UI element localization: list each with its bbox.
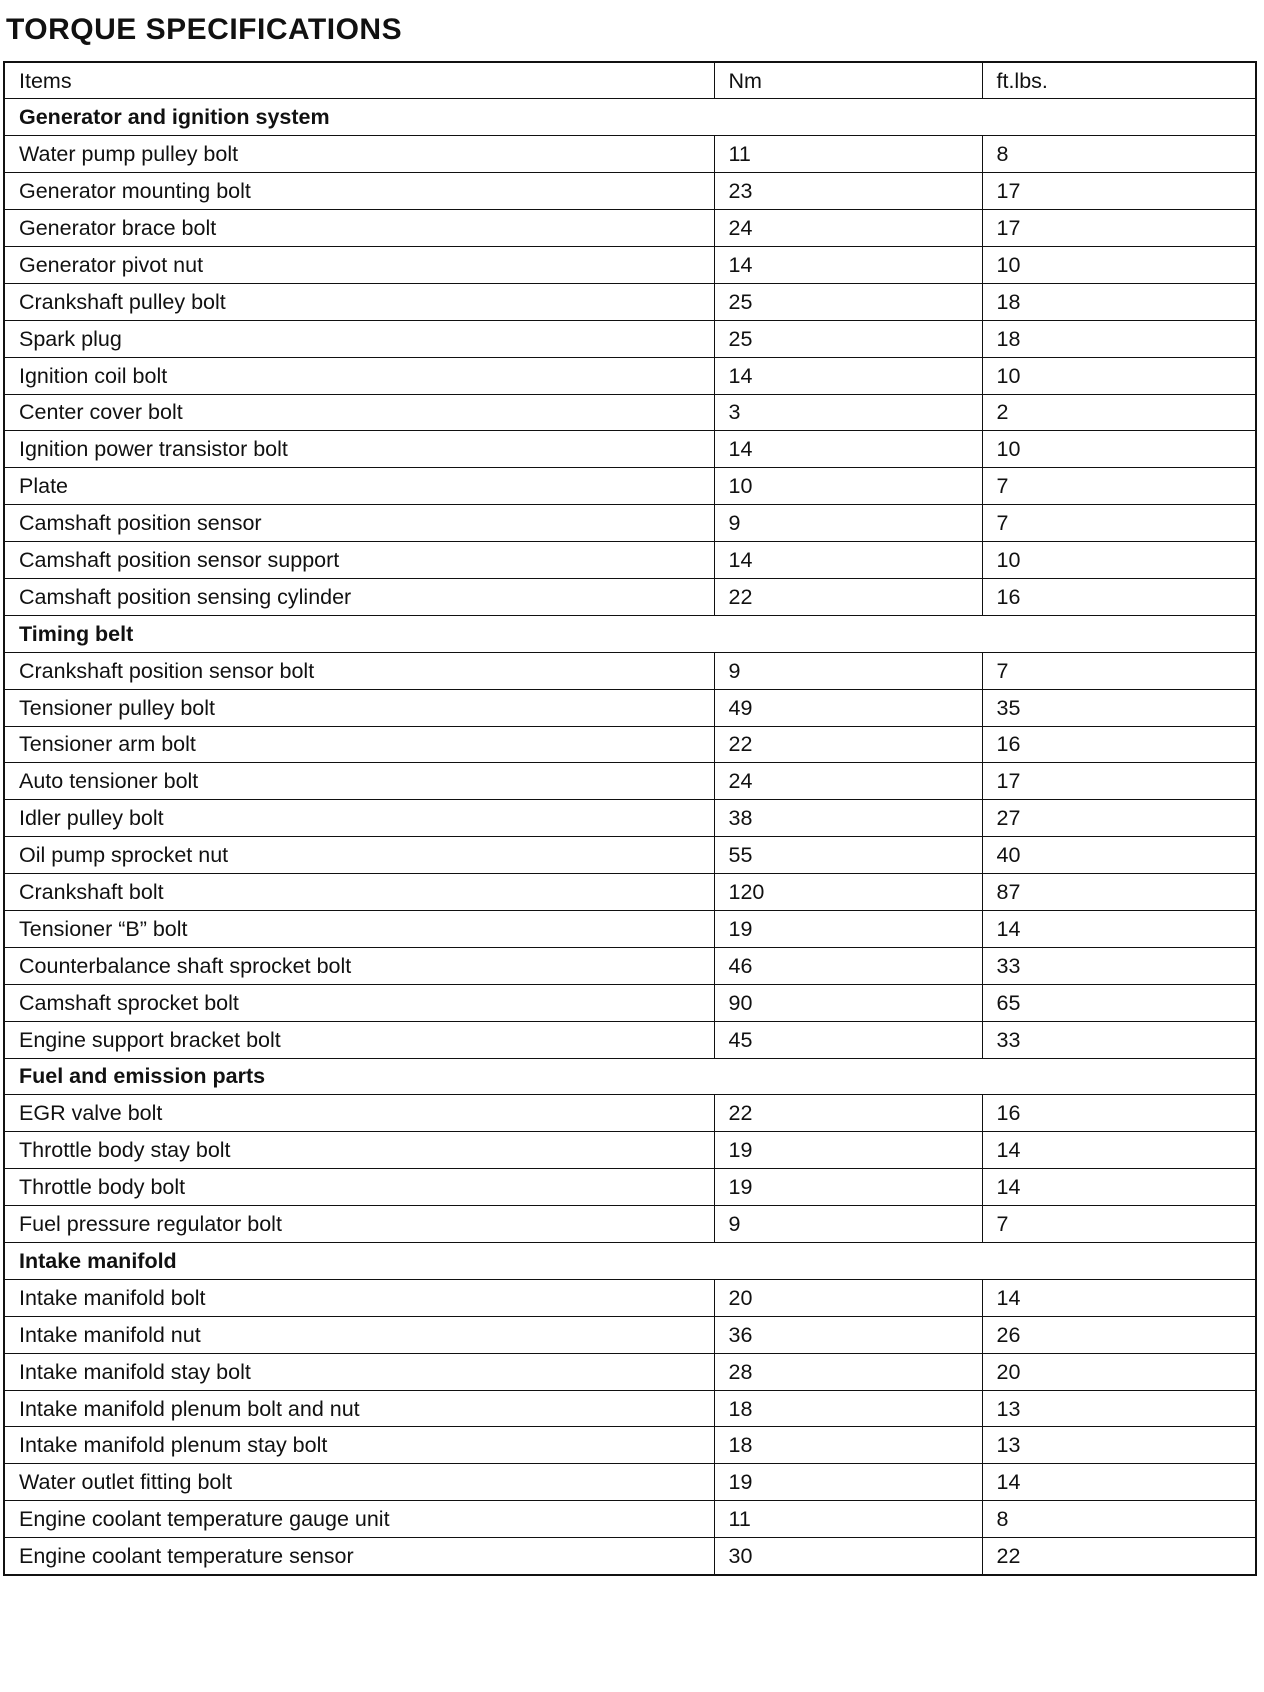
ftlbs-value-cell: 27	[982, 800, 1256, 837]
torque-spec-body	[4, 62, 1256, 1575]
nm-value-cell: 90	[714, 984, 982, 1021]
ftlbs-value-cell: 7	[982, 468, 1256, 505]
item-name-cell: Tensioner pulley bolt	[4, 689, 714, 726]
table-row	[4, 910, 1256, 947]
torque-spec-table	[3, 61, 1257, 1576]
table-row	[4, 947, 1256, 984]
nm-value-cell: 22	[714, 1095, 982, 1132]
nm-value-cell: 25	[714, 283, 982, 320]
item-name-cell: Spark plug	[4, 320, 714, 357]
nm-value-cell: 11	[714, 136, 982, 173]
item-name-cell: Camshaft position sensor support	[4, 542, 714, 579]
table-header-row	[4, 62, 1256, 99]
section-header-row	[4, 1058, 1256, 1095]
ftlbs-value-cell: 13	[982, 1427, 1256, 1464]
nm-value-cell: 14	[714, 246, 982, 283]
ftlbs-value-cell: 10	[982, 246, 1256, 283]
item-name-cell: Camshaft sprocket bolt	[4, 984, 714, 1021]
ftlbs-value-cell: 13	[982, 1390, 1256, 1427]
ftlbs-value-cell: 16	[982, 578, 1256, 615]
section-label: Timing belt	[4, 615, 1256, 652]
ftlbs-value-cell: 17	[982, 173, 1256, 210]
item-name-cell: Water pump pulley bolt	[4, 136, 714, 173]
ftlbs-value-cell: 20	[982, 1353, 1256, 1390]
table-row	[4, 136, 1256, 173]
item-name-cell: Tensioner “B” bolt	[4, 910, 714, 947]
table-row	[4, 1390, 1256, 1427]
page-title: TORQUE SPECIFICATIONS	[6, 13, 403, 46]
nm-value-cell: 45	[714, 1021, 982, 1058]
nm-value-cell: 22	[714, 726, 982, 763]
table-row	[4, 874, 1256, 911]
section-header-row	[4, 1243, 1256, 1280]
nm-value-cell: 14	[714, 431, 982, 468]
item-name-cell: Generator pivot nut	[4, 246, 714, 283]
item-name-cell: Idler pulley bolt	[4, 800, 714, 837]
item-name-cell: Intake manifold stay bolt	[4, 1353, 714, 1390]
table-row	[4, 1095, 1256, 1132]
ftlbs-value-cell: 14	[982, 1279, 1256, 1316]
ftlbs-value-cell: 14	[982, 910, 1256, 947]
nm-value-cell: 19	[714, 1132, 982, 1169]
nm-value-cell: 19	[714, 1169, 982, 1206]
ftlbs-value-cell: 18	[982, 283, 1256, 320]
ftlbs-value-cell: 33	[982, 1021, 1256, 1058]
table-row	[4, 800, 1256, 837]
ftlbs-value-cell: 2	[982, 394, 1256, 431]
item-name-cell: Water outlet fitting bolt	[4, 1464, 714, 1501]
ftlbs-value-cell: 10	[982, 357, 1256, 394]
ftlbs-value-cell: 14	[982, 1169, 1256, 1206]
nm-value-cell: 19	[714, 910, 982, 947]
ftlbs-value-cell: 17	[982, 210, 1256, 247]
table-row	[4, 837, 1256, 874]
nm-value-cell: 9	[714, 652, 982, 689]
nm-value-cell: 14	[714, 357, 982, 394]
ftlbs-value-cell: 14	[982, 1464, 1256, 1501]
item-name-cell: Engine coolant temperature sensor	[4, 1538, 714, 1575]
table-row	[4, 578, 1256, 615]
table-row	[4, 726, 1256, 763]
table-row	[4, 1353, 1256, 1390]
nm-value-cell: 55	[714, 837, 982, 874]
item-name-cell: Intake manifold nut	[4, 1316, 714, 1353]
section-label: Fuel and emission parts	[4, 1058, 1256, 1095]
nm-value-cell: 30	[714, 1538, 982, 1575]
nm-value-cell: 24	[714, 210, 982, 247]
item-name-cell: Engine coolant temperature gauge unit	[4, 1501, 714, 1538]
item-name-cell: Fuel pressure regulator bolt	[4, 1206, 714, 1243]
item-name-cell: Counterbalance shaft sprocket bolt	[4, 947, 714, 984]
ftlbs-value-cell: 35	[982, 689, 1256, 726]
table-row	[4, 1206, 1256, 1243]
ftlbs-value-cell: 16	[982, 1095, 1256, 1132]
item-name-cell: Ignition coil bolt	[4, 357, 714, 394]
section-header-row	[4, 99, 1256, 136]
table-row	[4, 1021, 1256, 1058]
section-label: Generator and ignition system	[4, 99, 1256, 136]
table-row	[4, 1279, 1256, 1316]
ftlbs-value-cell: 18	[982, 320, 1256, 357]
ftlbs-value-cell: 14	[982, 1132, 1256, 1169]
item-name-cell: Camshaft position sensing cylinder	[4, 578, 714, 615]
table-row	[4, 320, 1256, 357]
table-row	[4, 1132, 1256, 1169]
table-row	[4, 505, 1256, 542]
item-name-cell: Tensioner arm bolt	[4, 726, 714, 763]
table-row	[4, 542, 1256, 579]
nm-value-cell: 9	[714, 505, 982, 542]
nm-value-cell: 24	[714, 763, 982, 800]
table-row	[4, 431, 1256, 468]
item-name-cell: Crankshaft position sensor bolt	[4, 652, 714, 689]
nm-value-cell: 14	[714, 542, 982, 579]
table-row	[4, 173, 1256, 210]
ftlbs-value-cell: 7	[982, 652, 1256, 689]
ftlbs-value-cell: 87	[982, 874, 1256, 911]
table-row	[4, 689, 1256, 726]
ftlbs-value-cell: 16	[982, 726, 1256, 763]
ftlbs-value-cell: 22	[982, 1538, 1256, 1575]
item-name-cell: Engine support bracket bolt	[4, 1021, 714, 1058]
ftlbs-value-cell: 8	[982, 1501, 1256, 1538]
table-row	[4, 984, 1256, 1021]
ftlbs-value-cell: 7	[982, 1206, 1256, 1243]
table-row	[4, 1538, 1256, 1575]
ftlbs-value-cell: 65	[982, 984, 1256, 1021]
nm-value-cell: 11	[714, 1501, 982, 1538]
item-name-cell: Crankshaft bolt	[4, 874, 714, 911]
table-row	[4, 357, 1256, 394]
item-name-cell: Throttle body stay bolt	[4, 1132, 714, 1169]
ftlbs-value-cell: 10	[982, 431, 1256, 468]
table-row	[4, 1427, 1256, 1464]
nm-value-cell: 10	[714, 468, 982, 505]
nm-value-cell: 9	[714, 1206, 982, 1243]
nm-value-cell: 3	[714, 394, 982, 431]
item-name-cell: Generator brace bolt	[4, 210, 714, 247]
item-name-cell: Intake manifold bolt	[4, 1279, 714, 1316]
nm-value-cell: 38	[714, 800, 982, 837]
section-header-row	[4, 615, 1256, 652]
table-row	[4, 763, 1256, 800]
nm-value-cell: 23	[714, 173, 982, 210]
header-ftlbs: ft.lbs.	[982, 62, 1256, 99]
ftlbs-value-cell: 8	[982, 136, 1256, 173]
table-row	[4, 246, 1256, 283]
item-name-cell: Generator mounting bolt	[4, 173, 714, 210]
nm-value-cell: 36	[714, 1316, 982, 1353]
table-row	[4, 210, 1256, 247]
nm-value-cell: 120	[714, 874, 982, 911]
header-nm: Nm	[714, 62, 982, 99]
table-row	[4, 1169, 1256, 1206]
ftlbs-value-cell: 33	[982, 947, 1256, 984]
header-items: Items	[4, 62, 714, 99]
item-name-cell: Plate	[4, 468, 714, 505]
section-label: Intake manifold	[4, 1243, 1256, 1280]
table-row	[4, 1501, 1256, 1538]
item-name-cell: Throttle body bolt	[4, 1169, 714, 1206]
table-row	[4, 652, 1256, 689]
ftlbs-value-cell: 17	[982, 763, 1256, 800]
nm-value-cell: 19	[714, 1464, 982, 1501]
ftlbs-value-cell: 26	[982, 1316, 1256, 1353]
table-row	[4, 1316, 1256, 1353]
nm-value-cell: 49	[714, 689, 982, 726]
table-row	[4, 394, 1256, 431]
item-name-cell: Center cover bolt	[4, 394, 714, 431]
item-name-cell: Crankshaft pulley bolt	[4, 283, 714, 320]
ftlbs-value-cell: 7	[982, 505, 1256, 542]
item-name-cell: Camshaft position sensor	[4, 505, 714, 542]
nm-value-cell: 28	[714, 1353, 982, 1390]
nm-value-cell: 25	[714, 320, 982, 357]
ftlbs-value-cell: 40	[982, 837, 1256, 874]
item-name-cell: Auto tensioner bolt	[4, 763, 714, 800]
nm-value-cell: 46	[714, 947, 982, 984]
item-name-cell: EGR valve bolt	[4, 1095, 714, 1132]
ftlbs-value-cell: 10	[982, 542, 1256, 579]
table-row	[4, 468, 1256, 505]
nm-value-cell: 20	[714, 1279, 982, 1316]
nm-value-cell: 18	[714, 1427, 982, 1464]
nm-value-cell: 22	[714, 578, 982, 615]
item-name-cell: Intake manifold plenum bolt and nut	[4, 1390, 714, 1427]
item-name-cell: Ignition power transistor bolt	[4, 431, 714, 468]
item-name-cell: Oil pump sprocket nut	[4, 837, 714, 874]
table-row	[4, 283, 1256, 320]
table-row	[4, 1464, 1256, 1501]
item-name-cell: Intake manifold plenum stay bolt	[4, 1427, 714, 1464]
nm-value-cell: 18	[714, 1390, 982, 1427]
